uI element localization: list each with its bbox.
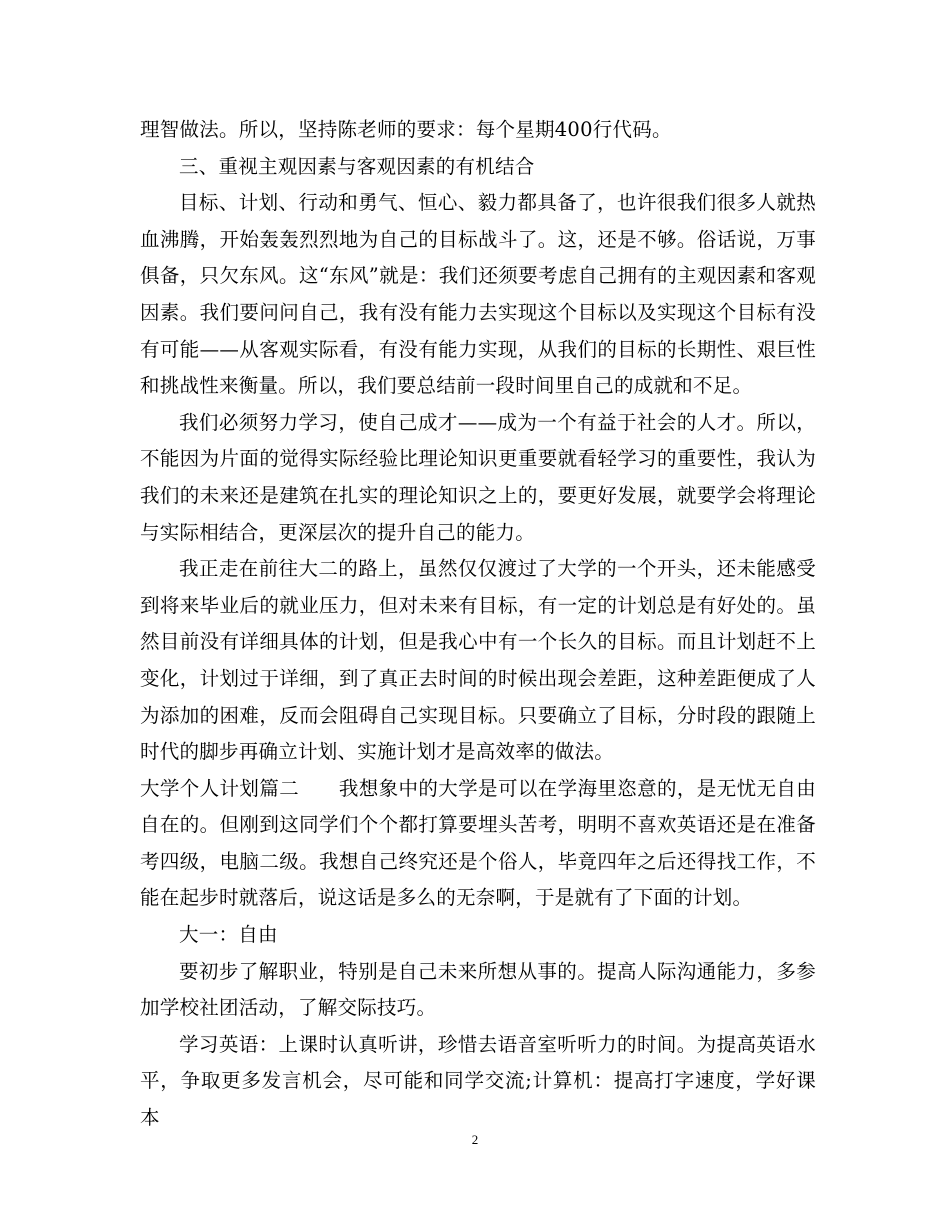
document-body <box>140 112 816 1137</box>
paragraph: 目标、计划、行动和勇气、恒心、毅力都具备了，也许很我们很多人就热血沸腾，开始轰轰烈烈地为自己的目标战斗了。这，还是不够。俗话说，万事俱备，只欠东风。这“东风”就是：我们还须要考虑自己拥有的主观因素和客观因素。我们要问问自己，我有没有能力去实现这个目标以及实现这个目标有没有可能——从客观实际看，有没有能力实现，从我们的目标的长期性、艰巨性和挑战性来衡量。所以，我们要总结前一段时间里自己的成就和不足。 <box>140 191 816 398</box>
subheading: 大一：自由 <box>179 923 278 947</box>
paragraph: 我正走在前往大二的路上，虽然仅仅渡过了大学的一个开头，还未能感受到将来毕业后的就业压力，但对未来有目标，有一定的计划总是有好处的。虽然目前没有详细具体的计划，但是我心中有一个长久的目标。而且计划赶不上变化，计划过于详细，到了真正去时间的时候出现会差距，这种差距便成了人为添加的困难，反而会阻碍自己实现目标。只要确立了目标，分时段的跟随上时代的脚步再确立计划、实施计划才是高效率的做法。 <box>140 557 816 764</box>
paragraph: 我们必须努力学习，使自己成才——成为一个有益于社会的人才。所以，不能因为片面的觉得实际经验比理论知识更重要就看轻学习的重要性，我认为我们的未来还是建筑在扎实的理论知识之上的，要更好发展，就要学会将理论与实际相结合，更深层次的提升自己的能力。 <box>140 410 816 544</box>
paragraph: 学习英语：上课时认真听讲，珍惜去语音室听听力的时间。为提高英语水平，争取更多发言机会，尽可能和同学交流;计算机：提高打字速度，学好课本 <box>140 1032 816 1130</box>
paragraph: 要初步了解职业，特别是自己未来所想从事的。提高人际沟通能力，多参加学校社团活动，了解交际技巧。 <box>140 959 816 1020</box>
page-number: 2 <box>471 1132 479 1147</box>
article-title-paragraph: 大学个人计划篇二 我想象中的大学是可以在学海里恣意的，是无忧无自由自在的。但刚到这同学们个个都打算要埋头苦考，明明不喜欢英语还是在准备考四级，电脑二级。我想自己终究还是个俗人，毕竟四年之后还得找工作，不能在起步时就落后，说这话是多么的无奈啊，于是就有了下面的计划。 <box>140 776 816 910</box>
section-heading: 三、重视主观因素与客观因素的有机结合 <box>179 154 535 178</box>
paragraph-continuation: 理智做法。所以，坚持陈老师的要求：每个星期400行代码。 <box>140 118 672 141</box>
